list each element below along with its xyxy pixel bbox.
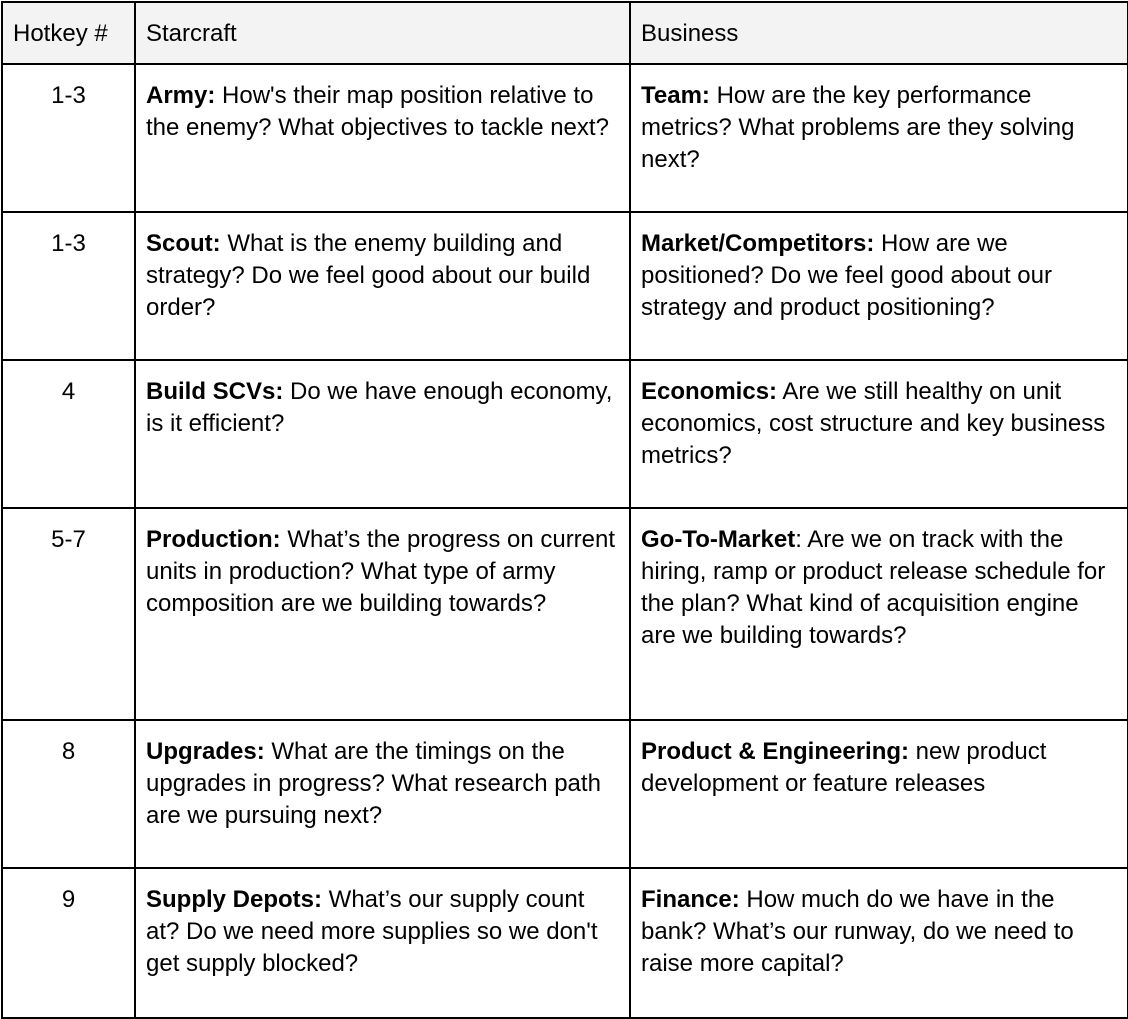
business-label: Finance:: [641, 886, 740, 913]
header-starcraft: Starcraft: [135, 2, 630, 64]
table-row: [2, 868, 1128, 1018]
starcraft-text: What is the enemy building and strategy? Do we feel good about our build order?: [146, 230, 591, 321]
business-text: : Are we on track with the hiring, ramp or product release schedule for the plan? What kind of acquisition engine are we building towards?: [641, 526, 1106, 649]
starcraft-cell: [135, 508, 630, 720]
business-label: Go-To-Market: [641, 526, 796, 553]
table-header: [2, 2, 1128, 64]
hotkey-cell: 5-7: [2, 508, 135, 720]
starcraft-cell: [135, 64, 630, 212]
header-row: [2, 2, 1128, 64]
hotkey-comparison-table: [1, 1, 1128, 1019]
hotkey-cell: 8: [2, 720, 135, 868]
business-text: new product development or feature releases: [641, 738, 1047, 797]
starcraft-cell: [135, 360, 630, 508]
starcraft-label: Production:: [146, 526, 281, 553]
business-text: Are we still healthy on unit economics, cost structure and key business metrics?: [641, 378, 1106, 469]
hotkey-cell: 1-3: [2, 212, 135, 360]
starcraft-label: Upgrades:: [146, 738, 265, 765]
table-row: [2, 64, 1128, 212]
business-label: Economics:: [641, 378, 778, 405]
starcraft-cell: [135, 212, 630, 360]
table-body: [2, 64, 1128, 1018]
starcraft-label: Army:: [146, 82, 216, 109]
business-text: How are the key performance metrics? What problems are they solving next?: [641, 82, 1075, 173]
business-cell: [630, 212, 1128, 360]
business-label: Market/Competitors:: [641, 230, 875, 257]
hotkey-cell: 4: [2, 360, 135, 508]
business-cell: [630, 64, 1128, 212]
starcraft-cell: [135, 868, 630, 1018]
business-text: How much do we have in the bank? What’s our runway, do we need to raise more capital?: [641, 886, 1074, 977]
starcraft-text: What’s our supply count at? Do we need more supplies so we don't get supply blocked?: [146, 886, 598, 977]
starcraft-label: Supply Depots:: [146, 886, 323, 913]
hotkey-cell: 9: [2, 868, 135, 1018]
starcraft-text: What are the timings on the upgrades in progress? What research path are we pursuing next?: [146, 738, 601, 829]
business-cell: [630, 508, 1128, 720]
starcraft-text: Do we have enough economy, is it efficient?: [146, 378, 613, 437]
business-label: Product & Engineering:: [641, 738, 910, 765]
starcraft-text: How's their map position relative to the enemy? What objectives to tackle next?: [146, 82, 609, 141]
starcraft-text: What’s the progress on current units in production? What type of army composition are we building towards?: [146, 526, 616, 617]
hotkey-cell: 1-3: [2, 64, 135, 212]
business-cell: [630, 360, 1128, 508]
business-cell: [630, 720, 1128, 868]
table-row: [2, 212, 1128, 360]
table-row: [2, 508, 1128, 720]
starcraft-label: Build SCVs:: [146, 378, 284, 405]
table-row: [2, 360, 1128, 508]
business-text: How are we positioned? Do we feel good about our strategy and product positioning?: [641, 230, 1052, 321]
business-label: Team:: [641, 82, 710, 109]
header-business: Business: [630, 2, 1128, 64]
business-cell: [630, 868, 1128, 1018]
table-row: [2, 720, 1128, 868]
starcraft-label: Scout:: [146, 230, 221, 257]
header-hotkey: Hotkey #: [2, 2, 135, 64]
starcraft-cell: [135, 720, 630, 868]
